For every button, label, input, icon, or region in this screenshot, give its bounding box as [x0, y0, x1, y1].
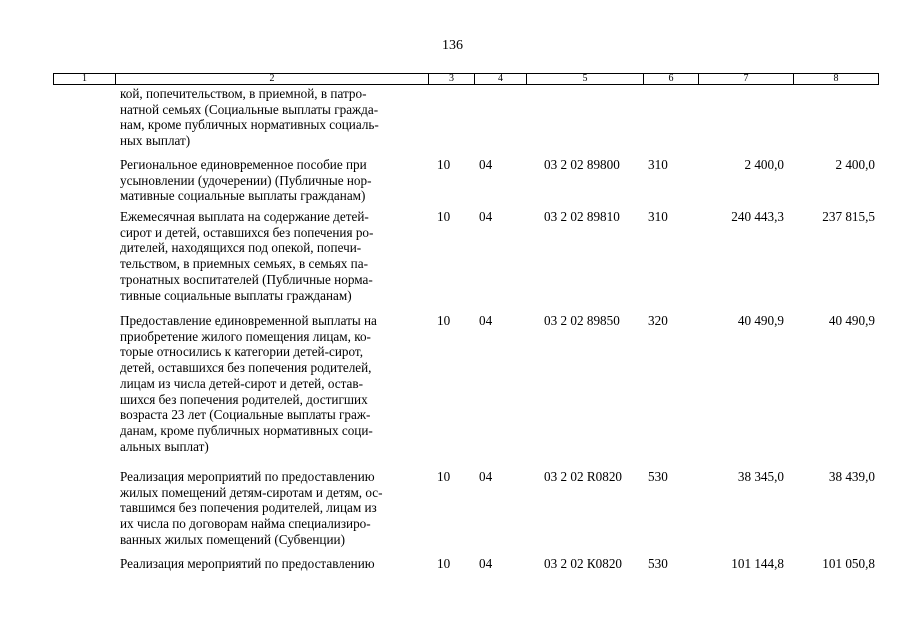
row-description: Реализация мероприятий по предоставлению жилых помещений детям-сиротам и детям, ос- тавшимся без попечения родителей, лицам из их числа по договорам найма специализиро- ванных жилых помещений (Субвенции) [120, 469, 383, 547]
header-col-5: 5 [527, 74, 644, 84]
header-col-1: 1 [54, 74, 116, 84]
header-col-7: 7 [699, 74, 794, 84]
row-amount-col7: 2 400,0 [744, 157, 784, 172]
row-subsection-code: 04 [479, 469, 493, 484]
row-amount-col7: 101 144,8 [731, 556, 784, 571]
row-amount-col8: 38 439,0 [828, 469, 875, 484]
row-subsection-code: 04 [479, 209, 493, 224]
row-section-code: 10 [437, 209, 451, 224]
page-number: 136 [442, 38, 463, 53]
header-col-4: 4 [475, 74, 527, 84]
row-amount-col8: 40 490,9 [828, 313, 875, 328]
row-subsection-code: 04 [479, 157, 493, 172]
row-description: кой, попечительством, в приемной, в патро- натной семьях (Социальные выплаты гражда- нам, кроме публичных нормативных социаль- ных выплат) [120, 86, 379, 149]
row-target-article-code: 03 2 02 89810 [544, 209, 620, 224]
row-section-code: 10 [437, 157, 451, 172]
row-section-code: 10 [437, 313, 451, 328]
row-amount-col8: 101 050,8 [822, 556, 875, 571]
row-amount-col7: 38 345,0 [737, 469, 784, 484]
row-subsection-code: 04 [479, 313, 493, 328]
row-section-code: 10 [437, 556, 451, 571]
row-target-article-code: 03 2 02 К0820 [544, 556, 623, 571]
header-col-2: 2 [116, 74, 429, 84]
row-expense-type-code: 530 [648, 556, 668, 571]
row-description: Ежемесячная выплата на содержание детей- сирот и детей, оставшихся без попечения ро- дителей, находящихся под опекой, попечи- тельством, в приемных семьях, в семьях па- тронатных воспитателей (Публичные норма- тивные социальные выплаты гражданам) [120, 209, 374, 303]
row-expense-type-code: 320 [648, 313, 668, 328]
row-amount-col7: 240 443,3 [731, 209, 784, 224]
table-header-row [53, 73, 879, 85]
header-col-3: 3 [429, 74, 475, 84]
header-col-6: 6 [644, 74, 699, 84]
row-subsection-code: 04 [479, 556, 493, 571]
row-description: Региональное единовременное пособие при усыновлении (удочерении) (Публичные нор- мативные социальные выплаты гражданам) [120, 157, 372, 204]
row-expense-type-code: 310 [648, 209, 668, 224]
row-expense-type-code: 310 [648, 157, 668, 172]
row-target-article-code: 03 2 02 89850 [544, 313, 620, 328]
row-expense-type-code: 530 [648, 469, 668, 484]
row-section-code: 10 [437, 469, 451, 484]
row-amount-col8: 237 815,5 [822, 209, 875, 224]
row-description: Предоставление единовременной выплаты на приобретение жилого помещения лицам, ко- торые относились к категории детей-сирот, детей, оставшихся без попечения родителей, лицам из числа детей-сирот и детей, остав- шихся без попечения родителей, достигших возраста 23 лет (Социальные выплаты граж- данам, кроме публичных нормативных соци- альных выплат) [120, 313, 377, 454]
row-target-article-code: 03 2 02 89800 [544, 157, 620, 172]
row-amount-col8: 2 400,0 [835, 157, 875, 172]
row-amount-col7: 40 490,9 [737, 313, 784, 328]
row-target-article-code: 03 2 02 R0820 [544, 469, 623, 484]
header-col-8: 8 [833, 73, 839, 84]
row-description: Реализация мероприятий по предоставлению [120, 556, 375, 571]
